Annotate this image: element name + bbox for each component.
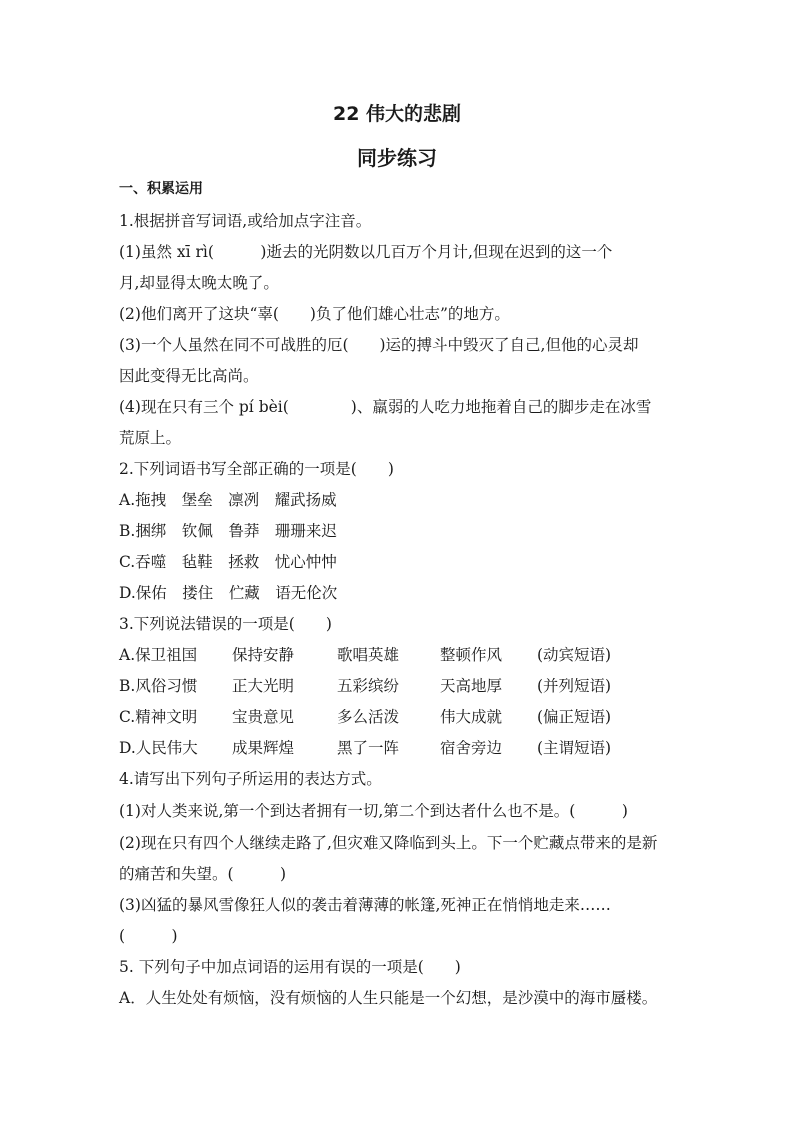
option-category: (主谓短语) xyxy=(537,739,612,757)
section-heading: 一、积累运用 xyxy=(119,181,203,197)
option-cell: 宿舍旁边 xyxy=(440,739,503,757)
question-2-option-b: B.捆绑 钦佩 鲁莽 珊珊来迟 xyxy=(119,522,337,540)
question-1-item-4-cont: 荒原上。 xyxy=(119,429,182,447)
option-cell: 黑了一阵 xyxy=(337,739,400,757)
option-cell: 歌唱英雄 xyxy=(337,646,400,664)
option-category: (并列短语) xyxy=(537,677,612,695)
option-cell: A.保卫祖国 xyxy=(119,646,198,664)
option-cell: 整顿作风 xyxy=(440,646,503,664)
question-1-item-1-cont: 月,却显得太晚太晚了。 xyxy=(119,274,279,292)
option-cell: 保持安静 xyxy=(232,646,295,664)
option-cell: 正大光明 xyxy=(232,677,295,695)
option-cell: B.风俗习惯 xyxy=(119,677,198,695)
question-1-item-3: (3)一个人虽然在同不可战胜的厄( )运的搏斗中毁灭了自己,但他的心灵却 xyxy=(119,336,639,354)
question-5-stem: 5. 下列句子中加点词语的运用有误的一项是( ) xyxy=(119,958,461,976)
option-cell: 宝贵意见 xyxy=(232,708,295,726)
option-cell: 伟大成就 xyxy=(440,708,503,726)
question-1-item-4: (4)现在只有三个 pí bèi( )、羸弱的人吃力地拖着自己的脚步走在冰雪 xyxy=(119,398,652,416)
option-cell: 多么活泼 xyxy=(337,708,400,726)
question-2-option-c: C.吞噬 毡鞋 拯救 忧心忡忡 xyxy=(119,553,337,571)
question-1-item-3-cont: 因此变得无比高尚。 xyxy=(119,367,259,385)
question-4-item-3-cont: ( ) xyxy=(119,927,178,945)
page-title: 22 伟大的悲剧 xyxy=(332,103,462,125)
question-4-item-1: (1)对人类来说,第一个到达者拥有一切,第二个到达者什么也不是。( ) xyxy=(119,802,628,820)
question-5-option-a: A．人生处处有烦恼，没有烦恼的人生只能是一个幻想，是沙漠中的海市蜃楼。 xyxy=(119,989,658,1007)
question-4-item-2-cont: 的痛苦和失望。( ) xyxy=(119,865,287,883)
question-4-item-3: (3)凶猛的暴风雪像狂人似的袭击着薄薄的帐篷,死神正在悄悄地走来…… xyxy=(119,896,611,914)
page-subtitle: 同步练习 xyxy=(357,146,437,170)
option-category: (偏正短语) xyxy=(537,708,612,726)
question-2-option-d: D.保佑 搂住 伫藏 语无伦次 xyxy=(119,584,338,602)
option-cell: 成果辉煌 xyxy=(232,739,295,757)
option-cell: D.人民伟大 xyxy=(119,739,198,757)
option-cell: 五彩缤纷 xyxy=(337,677,400,695)
question-1-item-1: (1)虽然 xī rì( )逝去的光阴数以几百万个月计,但现在迟到的这一个 xyxy=(119,243,613,261)
question-2-option-a: A.拖拽 堡垒 凛冽 耀武扬威 xyxy=(119,491,337,509)
question-1-item-2: (2)他们离开了这块“辜( )负了他们雄心壮志”的地方。 xyxy=(119,305,510,323)
question-4-stem: 4.请写出下列句子所运用的表达方式。 xyxy=(119,770,382,788)
question-1-stem: 1.根据拼音写词语,或给加点字注音。 xyxy=(119,212,372,230)
question-3-stem: 3.下列说法错误的一项是( ) xyxy=(119,615,332,633)
question-4-item-2: (2)现在只有四个人继续走路了,但灾难又降临到头上。下一个贮藏点带来的是新 xyxy=(119,834,658,852)
question-2-stem: 2.下列词语书写全部正确的一项是( ) xyxy=(119,460,394,478)
option-cell: C.精神文明 xyxy=(119,708,198,726)
option-category: (动宾短语) xyxy=(537,646,612,664)
option-cell: 天高地厚 xyxy=(440,677,503,695)
